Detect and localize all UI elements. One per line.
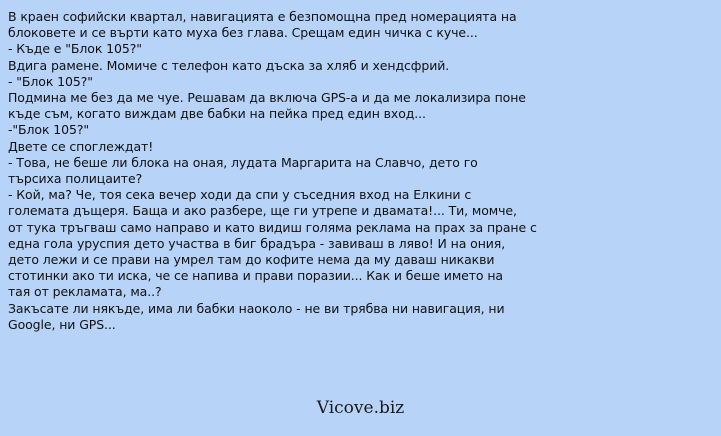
- joke-line: Двете се споглеждат!: [8, 138, 154, 154]
- joke-line: Закъсате ли някъде, има ли бабки наоколо - не ви трябва ни навигация, ни: [8, 300, 505, 316]
- joke-text: [8, 9, 588, 333]
- site-credit: Vicove.biz: [316, 398, 405, 418]
- joke-line: големата дъщеря. Баща и ако разбере, ще ги утрепе и двамата!... Ти, момче,: [8, 203, 517, 219]
- joke-line: -"Блок 105?": [8, 122, 90, 138]
- joke-line: В краен софийски квартал, навигацията е безпомощна пред номерацията на: [8, 9, 517, 24]
- joke-line: една гола уруспия дето участва в биг брадъра - завиваш в ляво! И на ония,: [8, 235, 506, 251]
- joke-line: стотинки ако ти иска, че се напива и прави поразии... Как и беше името на: [8, 268, 503, 284]
- joke-line: Вдига рамене. Момиче с телефон като дъска за хляб и хендсфрий.: [8, 57, 450, 73]
- joke-line: Подмина ме без да ме чуе. Решавам да включа GPS-а и да ме локализира поне: [8, 90, 526, 106]
- joke-line: - Къде е "Блок 105?": [8, 41, 142, 57]
- joke-line: тая от рекламата, ма..?: [8, 284, 162, 300]
- joke-line: дето лежи и се прави на умрел там до кофите нема да му даваш никакви: [8, 252, 495, 268]
- joke-line: търсиха полицаите?: [8, 171, 143, 187]
- joke-line: Google, ни GPS...: [8, 316, 116, 332]
- joke-line: от тука тръгваш само направо и като видиш голяма реклама на прах за пране с: [8, 219, 537, 235]
- joke-line: - "Блок 105?": [8, 73, 93, 89]
- joke-line: блоковете и се върти като муха без глава. Срещам един чичка с куче...: [8, 25, 478, 41]
- joke-line: къде съм, когато виждам две бабки на пейка пред един вход...: [8, 106, 426, 122]
- joke-line: - Кой, ма? Че, тоя сека вечер ходи да спи у съседния вход на Елкини с: [8, 187, 472, 203]
- joke-line: - Това, не беше ли блока на оная, лудата Маргарита на Славчо, дето го: [8, 154, 478, 170]
